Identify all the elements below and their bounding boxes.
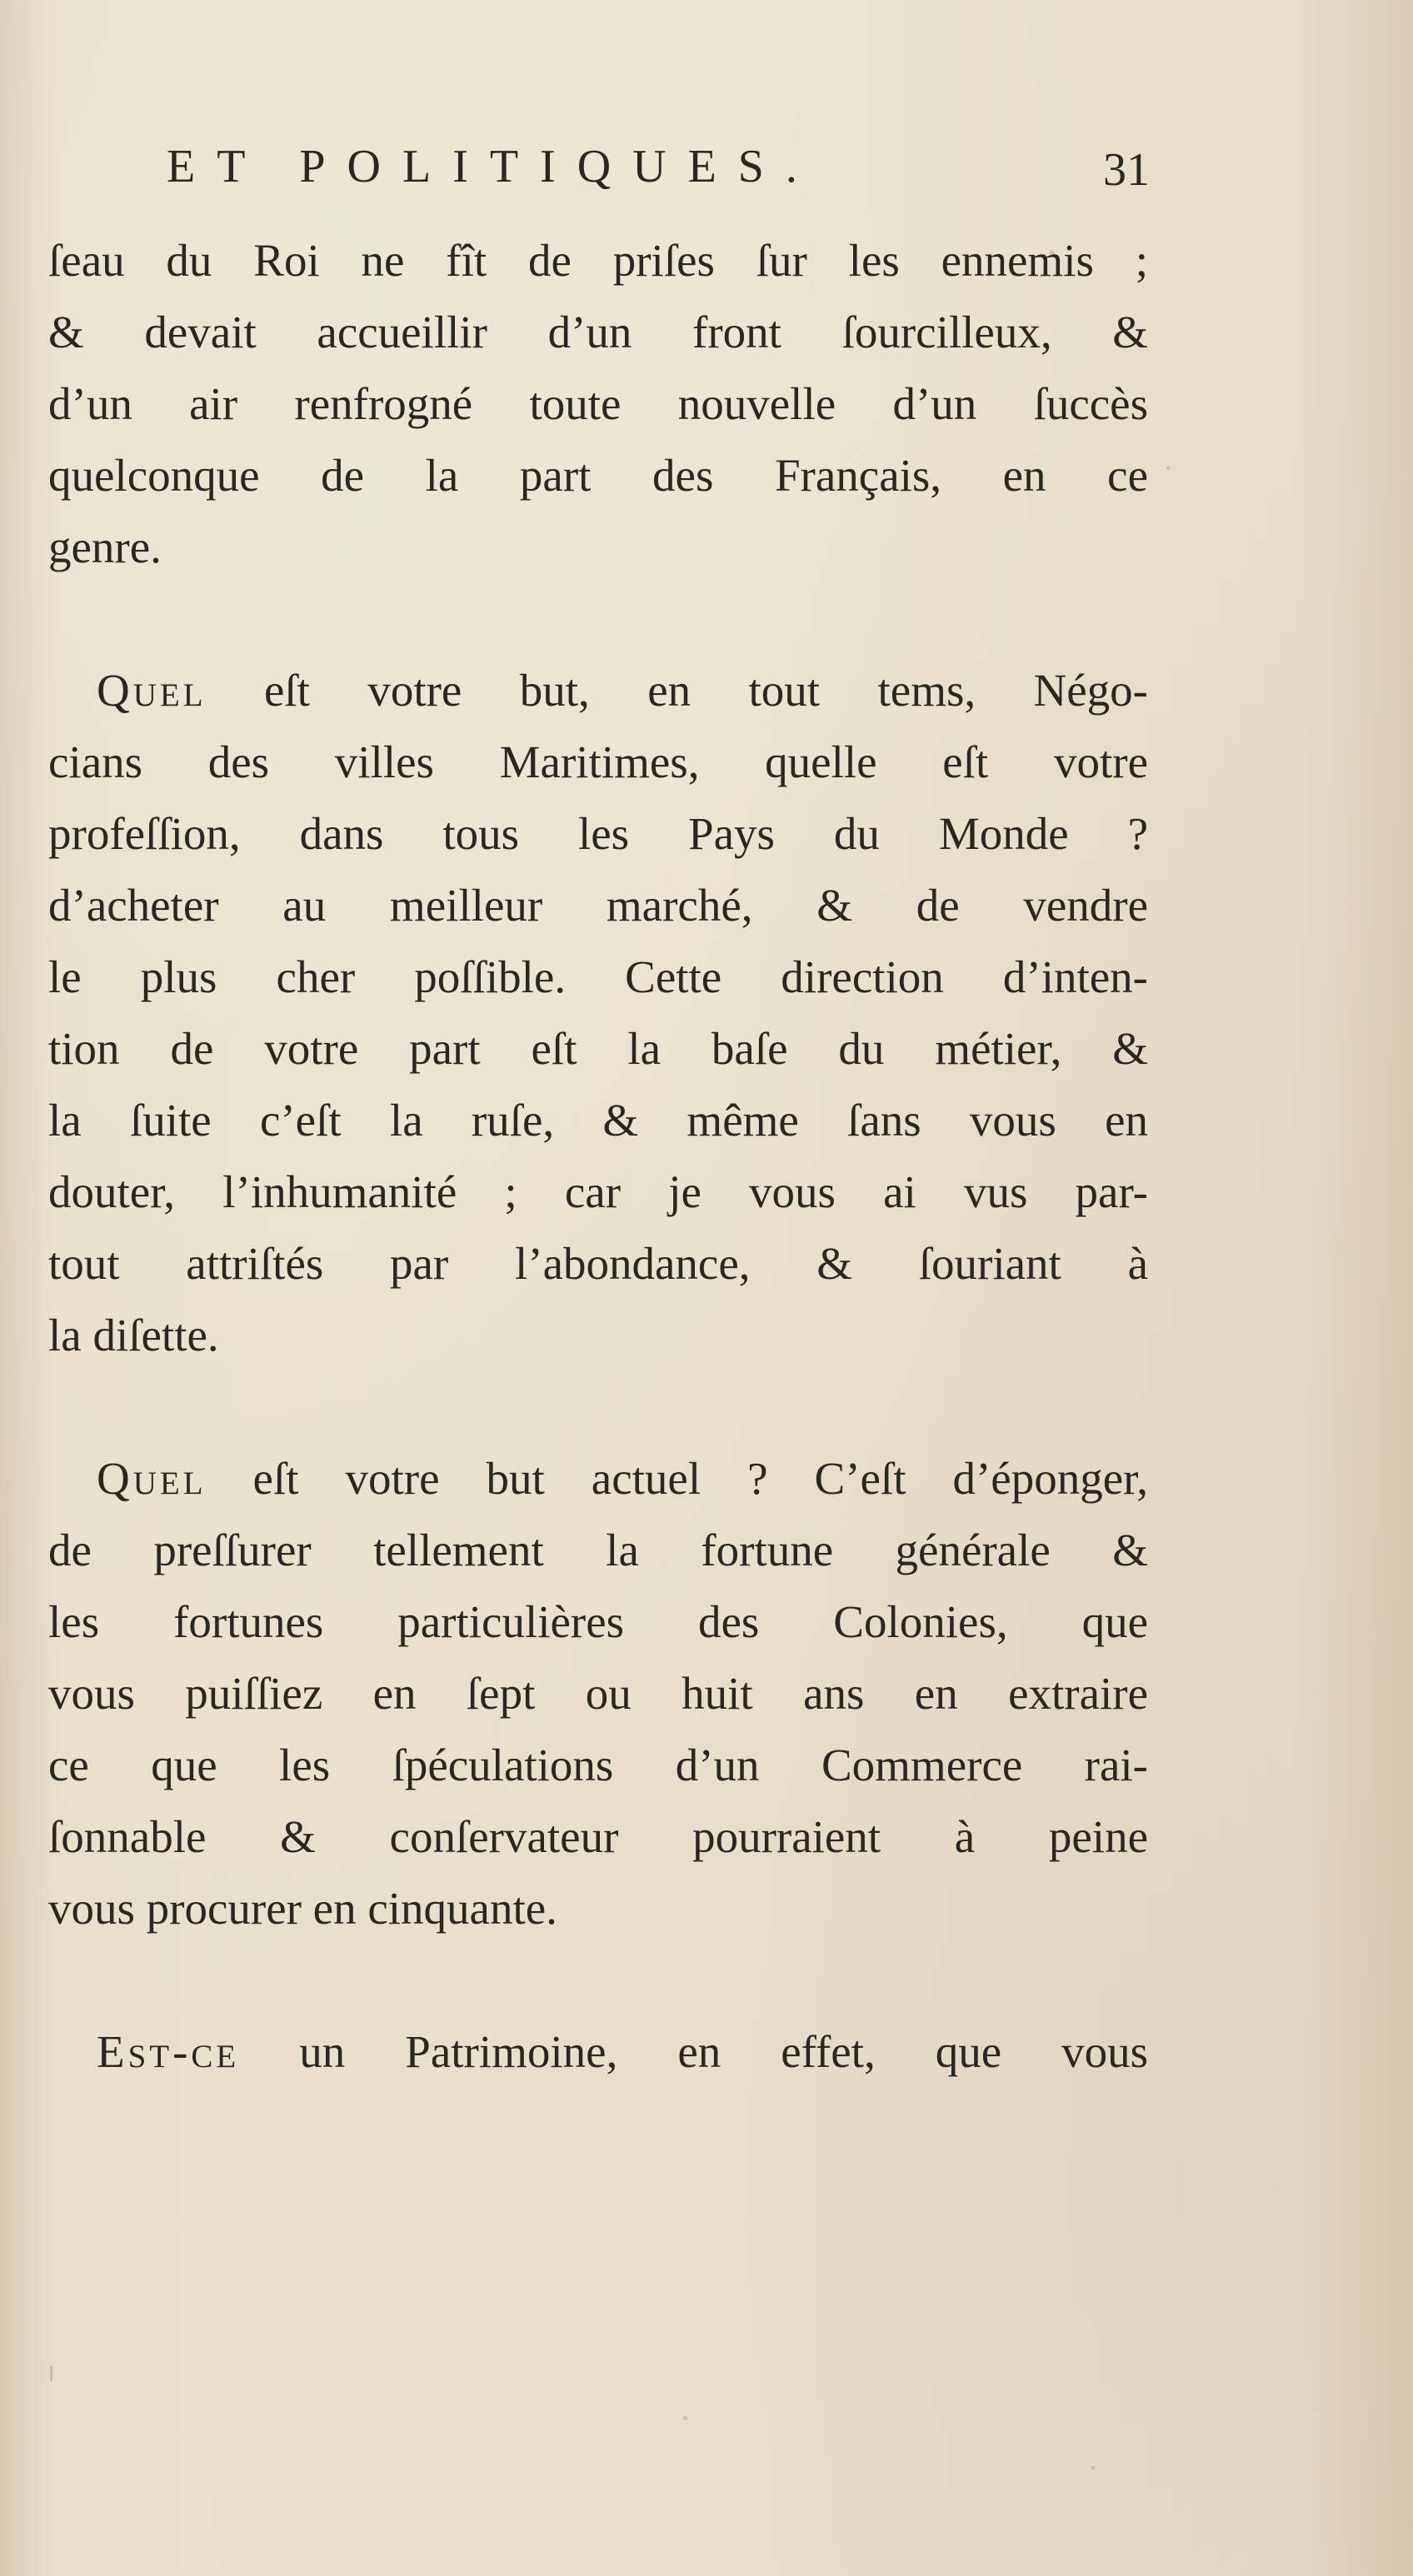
- paragraph-lead-word: Quel: [97, 665, 207, 716]
- text-line: tout attriſtés par l’abondance, & ſouriant à: [48, 1238, 1148, 1289]
- paper-spot: [1166, 467, 1170, 470]
- text-line: vous puiſſiez en ſept ou huit ans en extraire: [48, 1668, 1148, 1719]
- text-line: [48, 655, 1148, 726]
- paragraph-3: [48, 1443, 1148, 1944]
- text-line: quelconque de la part des Français, en ce: [48, 450, 1148, 501]
- text-line: & devait accueillir d’un front ſourcilleux, &: [48, 307, 1148, 357]
- paragraph-1: [48, 225, 1148, 583]
- text-line: genre.: [48, 522, 162, 572]
- running-head: [167, 133, 1150, 200]
- text-line: le plus cher poſſible. Cette direction d’inten-: [48, 951, 1148, 1002]
- line-text: eſt votre but, en tout tems, Négo-: [206, 665, 1148, 716]
- text-line: tion de votre part eſt la baſe du métier, &: [48, 1023, 1148, 1074]
- text-line: ce que les ſpéculations d’un Commerce rai-: [48, 1740, 1148, 1790]
- paragraph-lead-word: Quel: [97, 1453, 207, 1504]
- text-line: la diſette.: [48, 1310, 219, 1360]
- text-line: la ſuite c’eſt la ruſe, & même ſans vous en: [48, 1095, 1148, 1146]
- line-text: un Patrimoine, en effet, que vous: [239, 2026, 1148, 2077]
- paragraph-2: [48, 655, 1148, 1371]
- text-line: [48, 1443, 1148, 1515]
- page-number: 31: [1103, 144, 1150, 196]
- line-text: eſt votre but actuel ? C’eſt d’éponger,: [206, 1453, 1148, 1504]
- text-line: d’acheter au meilleur marché, & de vendre: [48, 880, 1148, 931]
- running-head-title: ET POLITIQUES.: [167, 141, 819, 192]
- text-line: douter, l’inhumanité ; car je vous ai vus par-: [48, 1166, 1148, 1217]
- paper-spot: [50, 2366, 52, 2381]
- text-line: vous procurer en cinquante.: [48, 1883, 557, 1934]
- text-line: d’un air renfrogné toute nouvelle d’un ſuccès: [48, 378, 1148, 429]
- paper-spot: [1091, 2466, 1095, 2469]
- paper-spot: [683, 2416, 687, 2420]
- paragraph-4: [48, 2016, 1148, 2088]
- paragraph-lead-word: Est-ce: [97, 2026, 240, 2077]
- paragraph-gap: [48, 583, 1148, 655]
- text-line: cians des villes Maritimes, quelle eſt votre: [48, 736, 1148, 787]
- text-line: ſonnable & conſervateur pourraient à peine: [48, 1811, 1148, 1862]
- body-text: [48, 225, 1148, 2088]
- text-line: ſeau du Roi ne fît de priſes ſur les ennemis ;: [48, 235, 1148, 286]
- paragraph-gap: [48, 1944, 1148, 2016]
- text-line: de preſſurer tellement la fortune générale &: [48, 1525, 1148, 1575]
- text-line: [48, 2016, 1148, 2088]
- text-line: profeſſion, dans tous les Pays du Monde ?: [48, 808, 1148, 859]
- paragraph-gap: [48, 1371, 1148, 1443]
- text-line: les fortunes particulières des Colonies, que: [48, 1596, 1148, 1647]
